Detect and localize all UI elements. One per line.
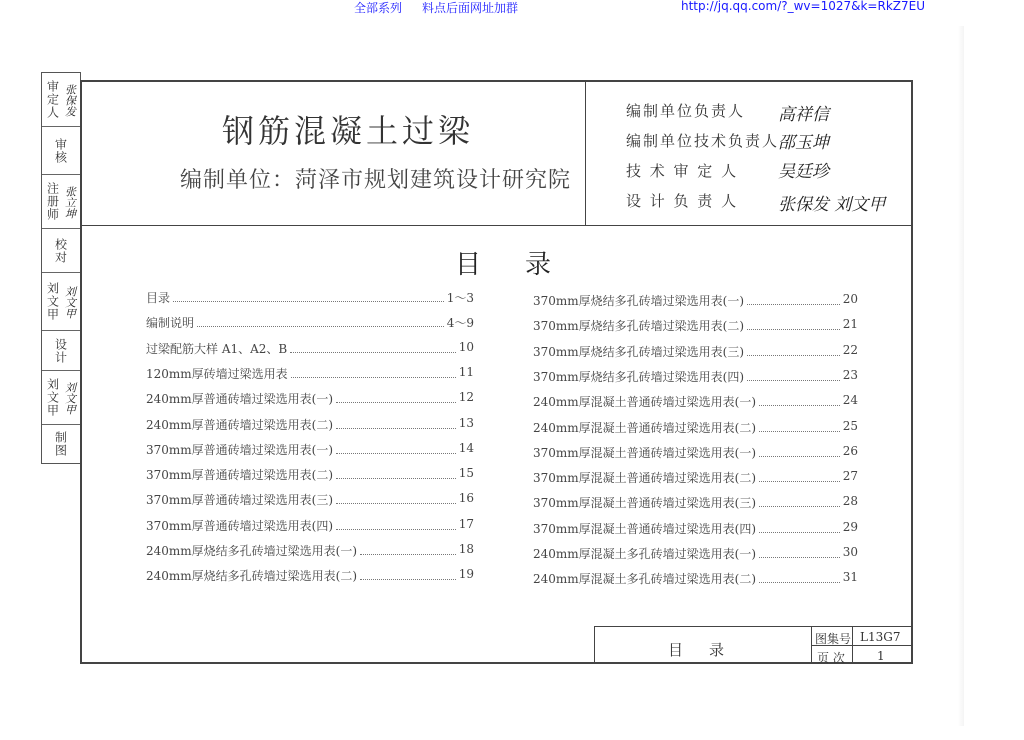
toc-entry	[146, 567, 474, 584]
toc-entry	[533, 444, 858, 461]
toc-heading: 目录	[455, 250, 596, 280]
toc-entry-label: 370mm厚烧结多孔砖墙过梁选用表(三)	[533, 344, 745, 359]
toc-leader-dots	[360, 567, 456, 580]
toc-entry-page: 29	[842, 519, 858, 534]
toc-entry-label: 240mm厚混凝土多孔砖墙过梁选用表(一)	[533, 547, 757, 561]
sidebar-cell-designer-name	[42, 371, 80, 425]
sidebar-label: 制图	[53, 431, 68, 457]
toc-leader-dots	[173, 289, 444, 302]
toc-entry-page: 18	[458, 542, 474, 556]
sidebar-signature: 张立坤	[63, 186, 77, 219]
sidebar-cell-approver	[42, 73, 80, 127]
sidebar-cell-check	[42, 229, 80, 273]
sidebar-label: 审定人	[45, 80, 60, 119]
toc-entry-label: 370mm厚混凝土普通砖墙过梁选用表(三)	[533, 496, 757, 511]
sidebar-label: 校对	[53, 237, 68, 264]
toc-entry-label: 370mm厚普通砖墙过梁选用表(二)	[146, 468, 334, 483]
toc-leader-dots	[747, 317, 840, 330]
toc-entry-label: 240mm厚烧结多孔砖墙过梁选用表(二)	[146, 569, 358, 584]
toc-leader-dots	[759, 393, 840, 406]
page-title: 钢筋混凝土过梁	[222, 112, 475, 150]
toc-entry-label: 370mm厚烧结多孔砖墙过梁选用表(二)	[533, 319, 745, 334]
toc-entry	[533, 393, 858, 410]
sidebar-label: 刘文甲	[45, 378, 60, 417]
toc-entry	[146, 416, 474, 433]
toc-entry	[146, 365, 474, 382]
toc-entry-page: 28	[842, 494, 858, 509]
toc-leader-dots	[197, 314, 444, 327]
responsible-role: 编制单位负责人	[626, 102, 746, 120]
sidebar-label: 设计	[53, 337, 68, 364]
atlas-number: L13G7	[860, 630, 901, 644]
toc-leader-dots	[747, 292, 840, 305]
toc-entry-page: 30	[842, 545, 858, 559]
toc-entry	[533, 494, 858, 511]
toc-entry-label: 370mm厚混凝土普通砖墙过梁选用表(一)	[533, 445, 757, 460]
toc-entry-page: 10	[458, 339, 474, 354]
toc-entry-page: 26	[842, 443, 858, 458]
toc-entry-label: 240mm厚混凝土普通砖墙过梁选用表(二)	[533, 420, 757, 435]
toc-entry-label: 370mm厚烧结多孔砖墙过梁选用表(一)	[533, 294, 745, 308]
toc-entry	[146, 491, 474, 508]
toc-leader-dots	[759, 570, 840, 583]
toc-entry-label: 120mm厚砖墙过梁选用表	[146, 366, 288, 381]
toc-entry-page: 21	[842, 317, 858, 332]
toc-entry-page: 19	[458, 567, 474, 582]
toc-leader-dots	[336, 416, 456, 429]
toc-entry-label: 240mm厚普通砖墙过梁选用表(二)	[146, 417, 334, 432]
toc-leader-dots	[336, 441, 456, 454]
toc-leader-dots	[290, 340, 455, 353]
atlas-number-label: 图集号	[815, 632, 852, 646]
toc-entry	[146, 517, 474, 534]
toc-entry	[146, 390, 474, 407]
sidebar-cell-engineer	[42, 175, 80, 229]
sidebar-signature: 张保发	[63, 84, 77, 117]
toc-leader-dots	[336, 517, 456, 530]
toc-entry-page: 22	[842, 342, 858, 357]
toc-leader-dots	[360, 542, 456, 555]
toc-entry	[533, 570, 858, 587]
link-all-series[interactable]: 全部系列	[354, 1, 403, 15]
page-number-label: 页 次	[817, 651, 845, 665]
sidebar-label: 刘文甲	[45, 282, 60, 321]
responsible-role: 技 术 审 定 人	[626, 162, 739, 180]
toc-entry-page: 1～3	[446, 291, 474, 305]
sidebar-signature: 刘文甲	[63, 382, 77, 415]
toc-entry-label: 240mm厚混凝土多孔砖墙过梁选用表(二)	[533, 572, 757, 587]
sidebar-label: 审核	[53, 137, 68, 164]
toc-entry	[146, 441, 474, 458]
toc-entry-label: 370mm厚烧结多孔砖墙过梁选用表(四)	[533, 369, 745, 384]
toc-entry-page: 4～9	[446, 316, 474, 331]
toc-entry	[533, 292, 858, 309]
toc-entry-page: 31	[842, 570, 858, 585]
toc-leader-dots	[759, 494, 840, 507]
toc-leader-dots	[759, 444, 840, 457]
responsible-signature: 吴廷珍	[778, 162, 829, 182]
sidebar-signature: 刘文甲	[63, 286, 77, 319]
toc-entry-label: 目录	[146, 291, 171, 305]
toc-entry	[533, 317, 858, 334]
toc-entry	[533, 419, 858, 436]
toc-entry-label: 370mm厚混凝土普通砖墙过梁选用表(二)	[533, 471, 757, 486]
toc-entry-page: 15	[458, 466, 474, 481]
toc-entry-label: 240mm厚混凝土普通砖墙过梁选用表(一)	[533, 395, 757, 410]
sidebar-cell-drafting	[42, 425, 80, 463]
link-join-group[interactable]: 料点后面网址加群	[422, 1, 519, 15]
responsible-signature: 邵玉坤	[778, 133, 829, 153]
toc-leader-dots	[291, 365, 456, 378]
sidebar-cell-design	[42, 331, 80, 371]
toc-leader-dots	[759, 469, 840, 482]
toc-entry-label: 240mm厚普通砖墙过梁选用表(一)	[146, 392, 334, 407]
toc-leader-dots	[759, 419, 840, 432]
toc-entry	[146, 542, 474, 559]
toc-entry	[533, 469, 858, 486]
toc-entry-page: 25	[842, 418, 858, 433]
toc-leader-dots	[759, 520, 840, 533]
toc-entry	[533, 368, 858, 385]
toc-leader-dots	[336, 491, 456, 504]
toc-entry-page: 23	[842, 367, 858, 382]
responsible-signature: 张保发 刘文甲	[778, 195, 886, 215]
toc-entry-label: 370mm厚普通砖墙过梁选用表(四)	[146, 518, 334, 533]
toc-entry-page: 17	[458, 516, 474, 531]
toc-entry	[146, 289, 474, 306]
toc-entry-page: 20	[842, 292, 858, 306]
header-vertical-divider	[585, 80, 586, 226]
toc-leader-dots	[747, 368, 840, 381]
toc-leader-dots	[336, 390, 456, 403]
responsible-role: 设 计 负 责 人	[626, 192, 739, 210]
title-block-name: 目录	[668, 641, 751, 659]
toc-leader-dots	[336, 466, 456, 479]
header-divider	[80, 225, 913, 226]
toc-entry-label: 370mm厚混凝土普通砖墙过梁选用表(四)	[533, 521, 757, 536]
toc-entry	[533, 520, 858, 537]
toc-entry-page: 14	[458, 440, 474, 455]
toc-entry	[146, 340, 474, 357]
toc-leader-dots	[759, 545, 840, 558]
compiling-unit: 编制单位：菏泽市规划建筑设计研究院	[180, 168, 572, 193]
sidebar-cell-review	[42, 127, 80, 175]
toc-entry-page: 11	[458, 364, 474, 379]
toc-entry-page: 24	[842, 393, 858, 408]
toc-entry-label: 编制说明	[146, 316, 195, 331]
toc-entry-label: 过梁配筋大样 A1、A2、B	[146, 341, 288, 356]
responsible-signature: 高祥信	[778, 105, 829, 125]
toc-entry	[146, 466, 474, 483]
scan-edge-shadow	[958, 26, 964, 726]
toc-entry-page: 27	[842, 469, 858, 484]
sidebar-cell-checker-name	[42, 273, 80, 331]
toc-entry	[533, 545, 858, 562]
toc-leader-dots	[747, 343, 840, 356]
toc-entry	[533, 343, 858, 360]
toc-entry-label: 370mm厚普通砖墙过梁选用表(三)	[146, 493, 334, 508]
responsible-role: 编制单位技术负责人	[626, 132, 780, 150]
toc-entry-page: 16	[458, 491, 474, 506]
toc-entry-label: 240mm厚烧结多孔砖墙过梁选用表(一)	[146, 544, 358, 558]
page-number: 1	[877, 649, 885, 663]
toc-entry	[146, 314, 474, 331]
link-qq-group-url[interactable]: http://jq.qq.com/?_wv=1027&k=RkZ7EU	[681, 0, 925, 13]
approval-sidebar	[41, 72, 81, 464]
toc-entry-page: 12	[458, 390, 474, 405]
toc-entry-label: 370mm厚普通砖墙过梁选用表(一)	[146, 442, 334, 457]
sidebar-label: 注册师	[45, 182, 60, 221]
toc-entry-page: 13	[458, 415, 474, 430]
